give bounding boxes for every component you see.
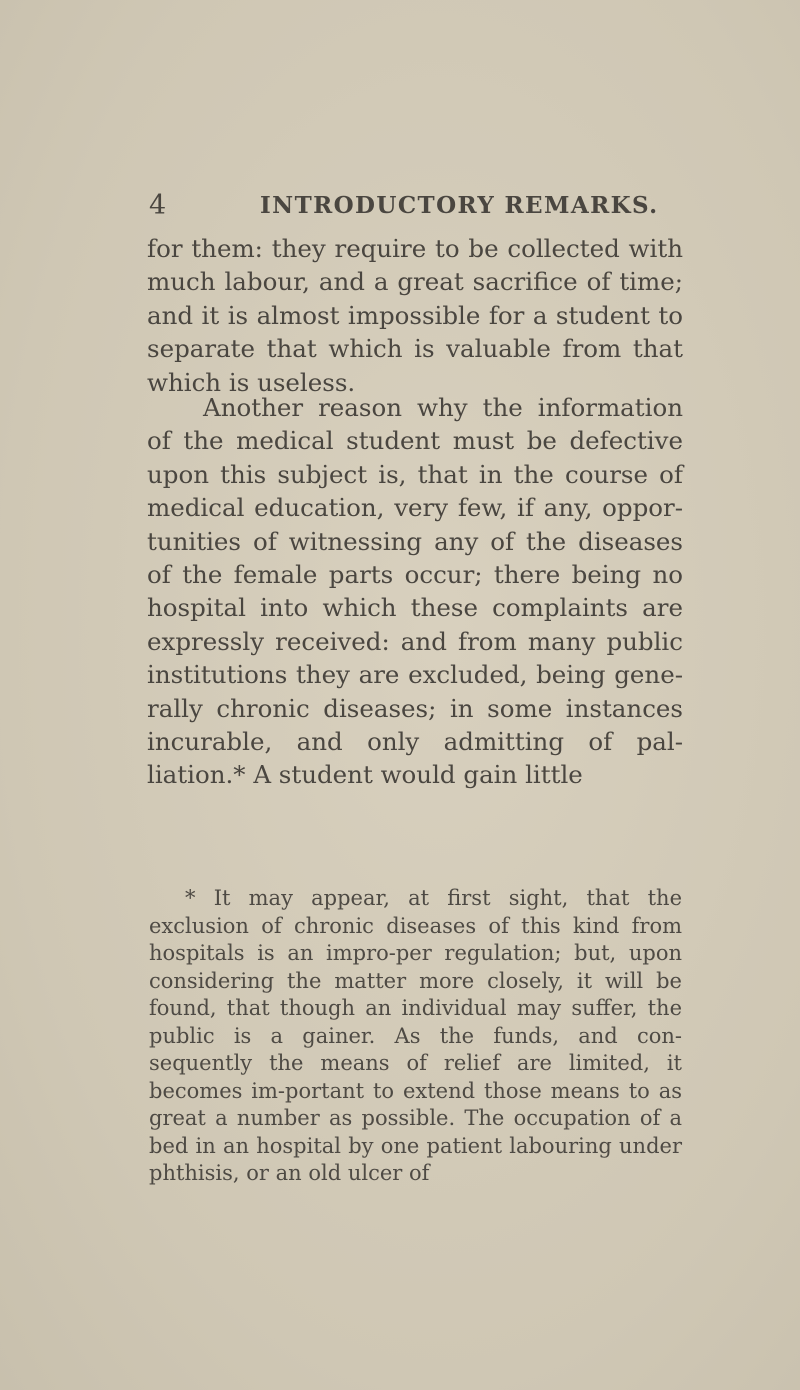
footnote: * It may appear, at first sight, that the exclusion of chronic diseases of this kind from hospitals is an impro-per regulation; but, upon considering the matter more closely, it will be found, that though an individual may suffer, the public is a gainer. As the funds, and con-sequently the means of relief are limited, it becomes im-portant to extend those means to as great a number as possible. The occupation of a bed in an hospital by one patient labouring under phthisis, or an old ulcer of bbox=[149, 886, 682, 1185]
paragraph-1: for them: they require to be collected with much labour, and a great sacrifice of time; and it is almost impossible for a student to separate that which is valuable from that which is useless. bbox=[147, 234, 683, 397]
paragraph-2: Another reason why the information of the medical student must be defective upon this subject is, that in the course of medical education, very few, if any, oppor-tunities of witnessing any of the diseases of the female parts occur; there being no hospital into which these complaints are expressly received: and from many public institutions they are excluded, being gene-rally chronic diseases; in some instances incurable, and only admitting of pal-liation.* A student would gain little bbox=[147, 393, 683, 790]
page-number: 4 bbox=[149, 190, 167, 221]
page-header bbox=[0, 186, 800, 226]
running-head: INTRODUCTORY REMARKS. bbox=[260, 192, 659, 219]
